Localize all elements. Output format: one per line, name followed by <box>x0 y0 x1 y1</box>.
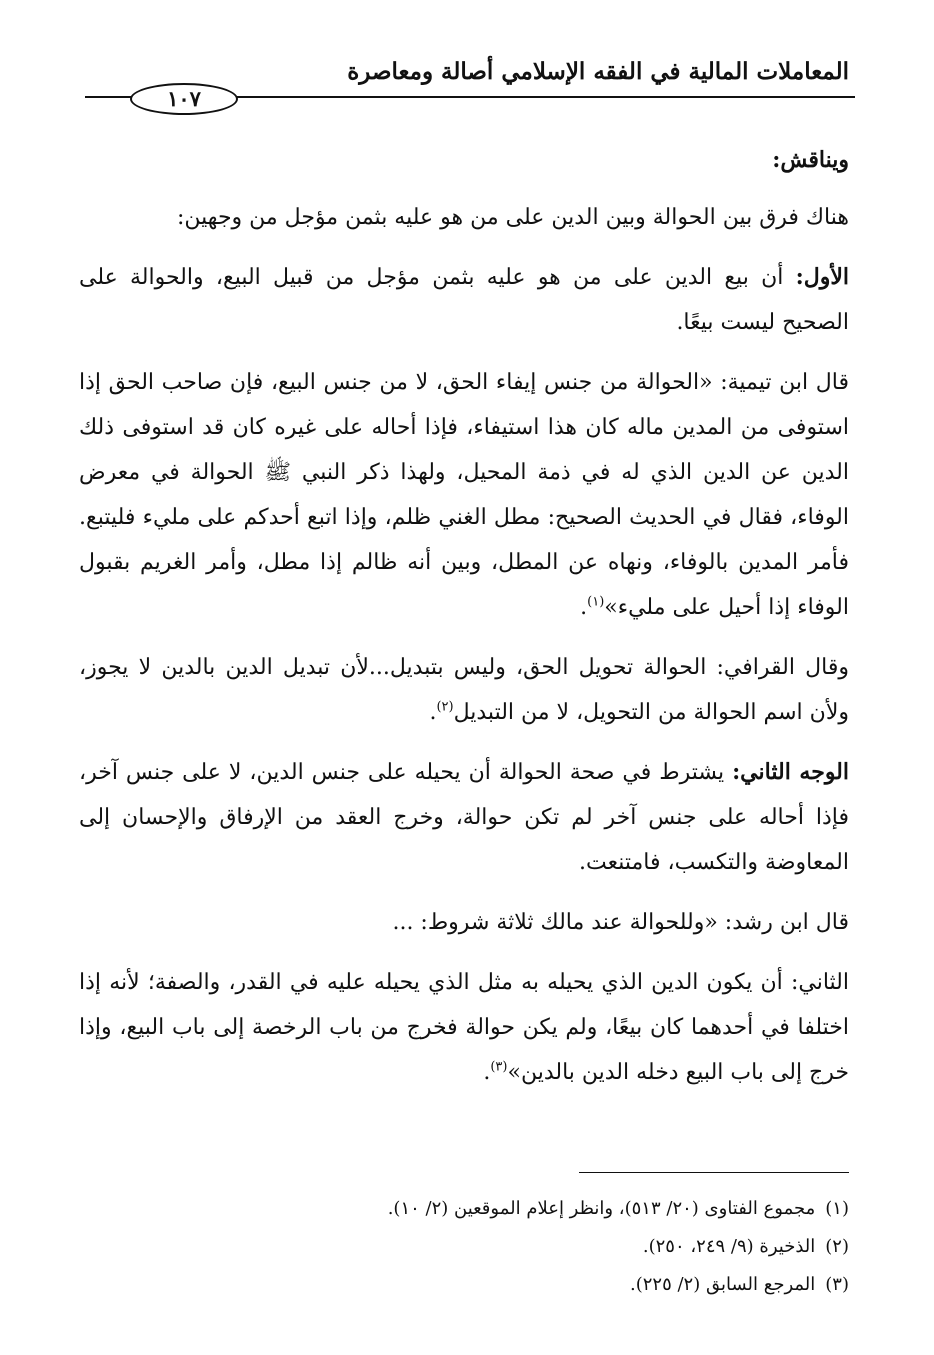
paragraph-first-aspect <box>79 255 849 345</box>
second-condition-end-dot: . <box>483 1060 491 1085</box>
section-heading: ويناقش: <box>772 147 849 173</box>
footnote-item <box>79 1190 849 1228</box>
footnote-ref-2: (٢) <box>436 699 454 715</box>
paragraph-ibn-rushd-intro: قال ابن رشد: «وللحوالة عند مالك ثلاثة شروط: ... <box>392 910 849 935</box>
second-aspect-label: الوجه الثاني: <box>732 759 849 785</box>
footnote-ref-1: (١) <box>587 594 605 610</box>
footnote-ref-3: (٣) <box>490 1059 508 1075</box>
footnote-text: مجموع الفتاوى (٢٠/ ٥١٣)، وانظر إعلام الموقعين (٢/ ١٠). <box>387 1198 816 1219</box>
quote-end-dot: . <box>580 595 588 620</box>
footnotes <box>79 1190 849 1304</box>
footnote-text: الذخيرة (٩/ ٢٤٩، ٢٥٠). <box>642 1236 816 1257</box>
running-header-title: المعاملات المالية في الفقه الإسلامي أصالة ومعاصرة <box>347 58 849 85</box>
paragraph-qarafi-quote <box>79 645 849 735</box>
footnote-number: (١) <box>825 1198 849 1219</box>
footnote-text: المرجع السابق (٢/ ٢٢٥). <box>629 1274 816 1295</box>
footnote-item <box>79 1266 849 1304</box>
paragraph-second-aspect <box>79 750 849 885</box>
qarafi-end-dot: . <box>429 700 437 725</box>
second-aspect-text: يشترط في صحة الحوالة أن يحيله على جنس الدين، لا على جنس آخر، فإذا أحاله على جنس آخر لم تكن حوالة، وخرج العقد من الإرفاق والإحسان إلى المعاوضة والتكسب، فامتنعت. <box>79 760 849 875</box>
paragraph-intro: هناك فرق بين الحوالة وبين الدين على من هو عليه بثمن مؤجل من وجهين: <box>177 205 849 230</box>
footnote-number: (٣) <box>825 1274 849 1295</box>
paragraph-ibn-taymiyya-quote <box>79 360 849 630</box>
footnote-separator <box>579 1172 849 1173</box>
first-aspect-label: الأول: <box>795 264 849 290</box>
first-aspect-text: أن بيع الدين على من هو عليه بثمن مؤجل من قبيل البيع، والحوالة على الصحيح ليست بيعًا. <box>79 265 849 335</box>
paragraph-second-condition <box>79 960 849 1095</box>
qarafi-quote-text: وقال القرافي: الحوالة تحويل الحق، وليس بتبديل...لأن تبديل الدين بالدين لا يجوز، ولأن اسم الحوالة من التحويل، لا من التبديل <box>79 655 849 725</box>
second-condition-text: الثاني: أن يكون الدين الذي يحيله به مثل الذي يحيله عليه في القدر، والصفة؛ لأنه إذا اختلفا في أحدهما كان بيعًا، ولم يكن حوالة فخرج من باب الرخصة إلى باب البيع، وإذا خرج إلى باب البيع دخله الدين بالدين» <box>79 970 849 1085</box>
footnote-number: (٢) <box>825 1236 849 1257</box>
ibn-taymiyya-quote-text: قال ابن تيمية: «الحوالة من جنس إيفاء الحق، لا من جنس البيع، فإن صاحب الحق إذا استوفى من المدين ماله كان هذا استيفاء، فإذا أحاله على غيره كان قد استوفى ذلك الدين عن الدين الذي له في ذمة المحيل، ولهذا ذكر النبي ﷺ الحوالة في معرض الوفاء، فقال في الحديث الصحيح: مطل الغني ظلم، وإذا اتبع أحدكم على مليء فليتبع. فأمر المدين بالوفاء، ونهاه عن المطل، وبين أنه ظالم إذا مطل، وأمر الغريم بقبول الوفاء إذا أحيل على مليء» <box>79 370 849 620</box>
footnote-item <box>79 1228 849 1266</box>
page-number: ١٠٧ <box>130 83 238 115</box>
page-body <box>79 138 849 1110</box>
